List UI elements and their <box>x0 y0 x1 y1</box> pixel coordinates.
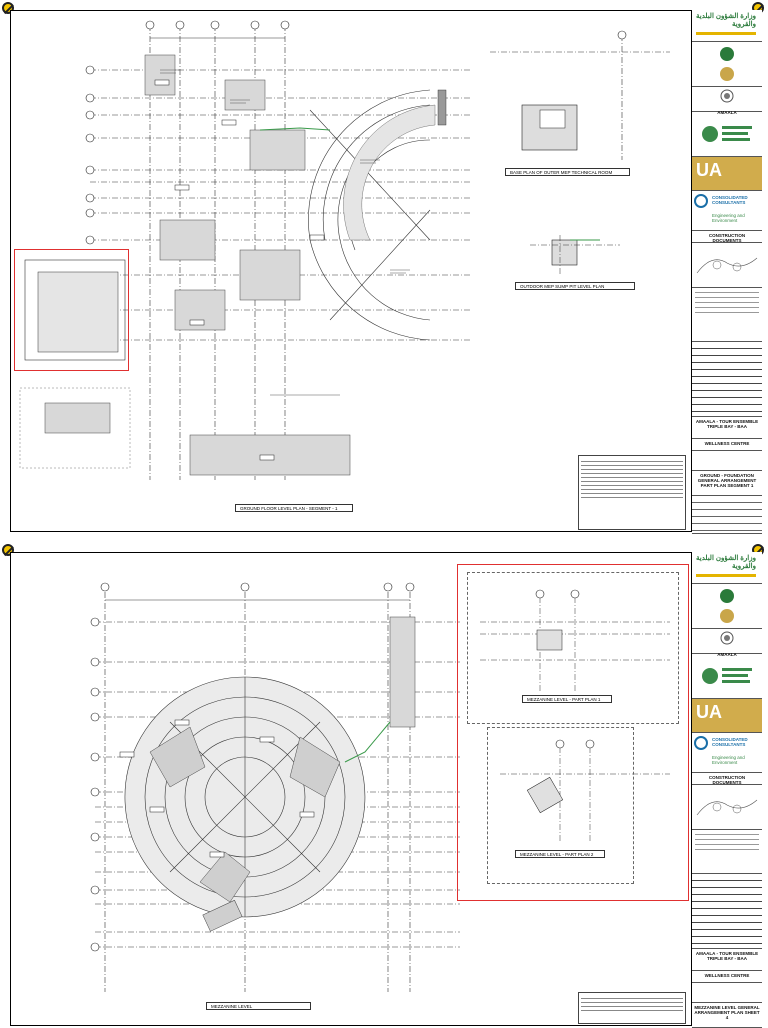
title-block <box>691 10 762 530</box>
sheet-title-cell <box>692 471 762 496</box>
project-cell <box>692 949 762 971</box>
drawing-info-table <box>692 496 762 534</box>
client-logo-icon <box>692 629 762 647</box>
building-name: WELLNESS CENTRE <box>704 441 750 446</box>
plan-caption-part1: MEZZANINE LEVEL - PART PLAN 1 <box>522 695 612 703</box>
notes-cell <box>692 292 762 342</box>
ground-floor-plan-drawing <box>10 10 690 530</box>
stage-cell <box>692 773 762 785</box>
emblem-logo <box>692 584 762 629</box>
emblem-icon <box>692 584 762 629</box>
ministry-name: وزارة الشؤون البلدية والقروية <box>696 13 756 28</box>
authority-logo <box>692 112 762 157</box>
client-name: AMAALA <box>717 652 737 657</box>
revision-table <box>692 342 762 417</box>
stage-label: CONSTRUCTION DOCUMENTS <box>708 233 746 243</box>
stage-label: CONSTRUCTION DOCUMENTS <box>708 775 746 785</box>
architect-logo <box>692 157 762 191</box>
plan-caption-main: GROUND FLOOR LEVEL PLAN - SEGMENT - 1 <box>235 504 353 512</box>
revision-table <box>692 874 762 949</box>
sheet-title: GROUND - FOUNDATION GENERAL ARRANGEMENT PART PLAN SEGMENT 1 <box>697 473 757 488</box>
consultant-logo <box>692 733 762 773</box>
sheet-title: MEZZANINE LEVEL GENERAL ARRANGEMENT PLAN SHEET 4 <box>694 1005 760 1020</box>
highlight-frame <box>14 249 129 371</box>
general-notes <box>578 455 686 530</box>
client-name: AMAALA <box>717 110 737 115</box>
key-plan-icon <box>692 243 762 288</box>
authority-icon <box>692 654 762 699</box>
plan-caption-tech: BASE PLAN OF OUTER MEP TECHNICAL ROOM <box>505 168 630 176</box>
mezzanine-plan-drawing <box>10 552 690 1024</box>
emblem-icon <box>692 42 762 87</box>
drawing-sheet-2 <box>0 542 768 1024</box>
ministry-logo <box>692 552 762 584</box>
ministry-bar <box>696 574 756 577</box>
sheet-title-cell <box>692 1003 762 1028</box>
authority-icon <box>692 112 762 157</box>
client-logo <box>692 629 762 657</box>
info-cell <box>692 983 762 1003</box>
key-plan <box>692 785 762 830</box>
ministry-bar <box>696 32 756 35</box>
consultant-sub: Engineering and Environment <box>712 755 745 765</box>
building-cell <box>692 971 762 983</box>
project-name: AMAALA - TOUR ENSEMBLE TRIPLE BAY - BAA <box>695 951 759 961</box>
plan-caption-part2: MEZZANINE LEVEL - PART PLAN 2 <box>515 850 605 858</box>
consultant-name: CONSOLIDATED CONSULTANTS <box>712 195 748 205</box>
key-plan-icon <box>692 785 762 830</box>
ministry-name: وزارة الشؤون البلدية والقروية <box>696 555 756 570</box>
architect-name: UA <box>696 702 722 722</box>
plan-caption-main: MEZZANINE LEVEL <box>206 1002 311 1010</box>
info-cell <box>692 451 762 471</box>
consultant-logo <box>692 191 762 231</box>
building-name: WELLNESS CENTRE <box>704 973 750 978</box>
part-plan-2-frame <box>487 727 634 884</box>
plan-caption-sump: OUTDOOR MEP SUMP PIT LEVEL PLAN <box>515 282 635 290</box>
project-name: AMAALA - TOUR ENSEMBLE TRIPLE BAY - BAA <box>695 419 759 429</box>
consultant-sub: Engineering and Environment <box>712 213 745 223</box>
project-cell <box>692 417 762 439</box>
stage-cell <box>692 231 762 243</box>
architect-logo <box>692 699 762 733</box>
building-cell <box>692 439 762 451</box>
consultant-name: CONSOLIDATED CONSULTANTS <box>712 737 748 747</box>
key-plan <box>692 243 762 288</box>
emblem-logo <box>692 42 762 87</box>
title-block <box>691 552 762 1024</box>
general-notes <box>578 992 686 1024</box>
client-logo-icon <box>692 87 762 105</box>
ministry-logo <box>692 10 762 42</box>
client-logo <box>692 87 762 115</box>
notes-cell <box>692 834 762 874</box>
authority-logo <box>692 654 762 699</box>
architect-name: UA <box>696 160 722 180</box>
